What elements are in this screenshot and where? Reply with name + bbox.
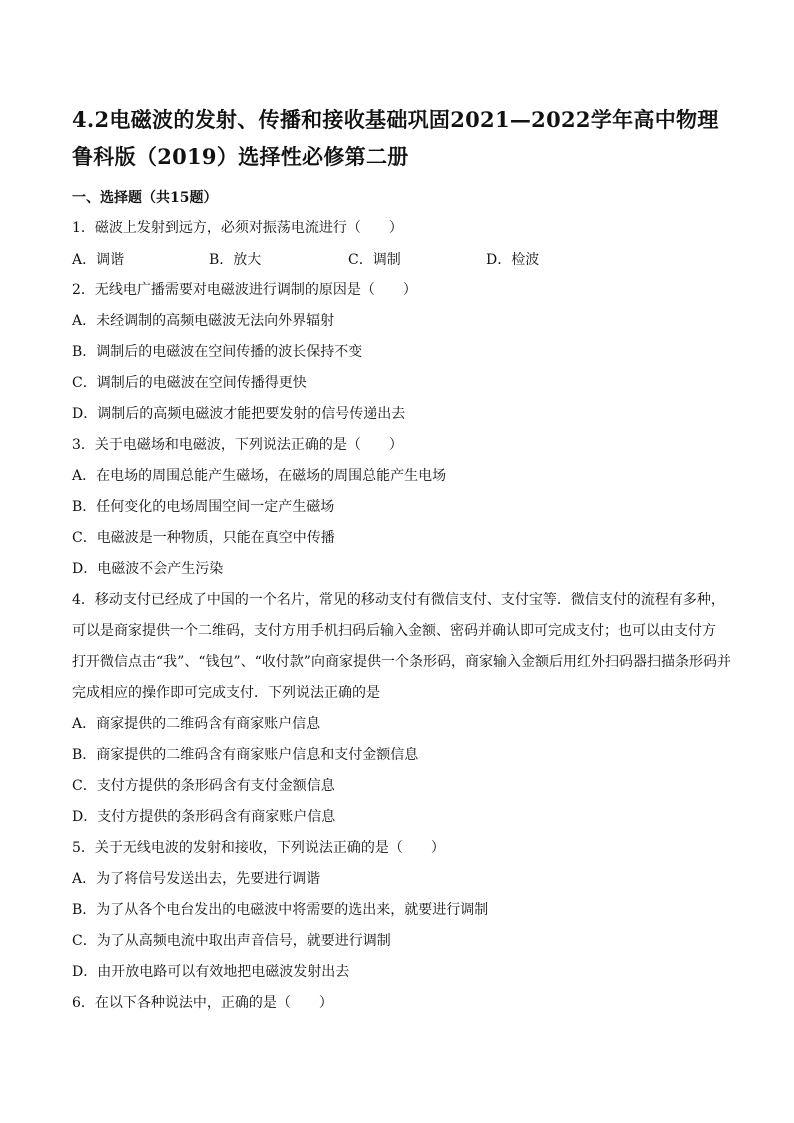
question-1-option-d: D．检波 (486, 252, 540, 268)
question-4-option-c: C．支付方提供的条形码含有支付金额信息 (72, 778, 335, 794)
question-4-option-d: D．支付方提供的条形码含有商家账户信息 (72, 809, 336, 825)
question-4-option-a: A．商家提供的二维码含有商家账户信息 (72, 716, 321, 732)
question-1-option-a: A．调谐 (72, 252, 125, 268)
section-heading: 一、选择题（共15题） (72, 190, 218, 206)
question-4-stem-line-3: 打开微信点击“我”、“钱包”、“收付款”向商家提供一个条形码，商家输入金额后用红外扫码器扫描条形码并 (72, 654, 731, 670)
question-4-stem-line-1: 4．移动支付已经成了中国的一个名片，常见的移动支付有微信支付、支付宝等．微信支付的流程有多种， (72, 592, 725, 608)
question-1-option-b: B．放大 (209, 252, 262, 268)
question-2-option-b: B．调制后的电磁波在空间传播的波长保持不变 (72, 344, 363, 360)
question-5-option-a: A．为了将信号发送出去，先要进行调谐 (72, 871, 321, 887)
question-6-stem: 6．在以下各种说法中，正确的是（ ） (72, 995, 333, 1011)
question-1-stem: 1．磁波上发射到远方，必须对振荡电流进行（ ） (72, 220, 403, 236)
question-4-stem-line-2: 可以是商家提供一个二维码，支付方用手机扫码后输入金额、密码并确认即可完成支付；也可以由支付方 (72, 623, 716, 639)
question-5-option-c: C．为了从高频电流中取出声音信号，就要进行调制 (72, 933, 391, 949)
question-3-option-a: A．在电场的周围总能产生磁场，在磁场的周围总能产生电场 (72, 468, 447, 484)
question-2-stem: 2．无线电广播需要对电磁波进行调制的原因是（ ） (72, 282, 417, 298)
question-2-option-d: D．调制后的高频电磁波才能把要发射的信号传递出去 (72, 406, 406, 422)
question-4-option-b: B．商家提供的二维码含有商家账户信息和支付金额信息 (72, 747, 419, 763)
question-2-option-a: A．未经调制的高频电磁波无法向外界辐射 (72, 313, 335, 329)
question-3-stem: 3．关于电磁场和电磁波，下列说法正确的是（ ） (72, 437, 403, 453)
question-3-option-c: C．电磁波是一种物质，只能在真空中传播 (72, 530, 335, 546)
question-1-option-c: C．调制 (348, 252, 401, 268)
question-1-options (72, 249, 712, 269)
question-2-option-c: C．调制后的电磁波在空间传播得更快 (72, 375, 307, 391)
document-title: 4.2电磁波的发射、传播和接收基础巩固2021—2022学年高中物理鲁科版（2019）选择性必修第二册 (72, 107, 719, 169)
question-3-option-b: B．任何变化的电场周围空间一定产生磁场 (72, 499, 335, 515)
question-4-stem-line-4: 完成相应的操作即可完成支付．下列说法正确的是 (72, 685, 380, 701)
question-5-stem: 5．关于无线电波的发射和接收，下列说法正确的是（ ） (72, 840, 445, 856)
question-5-option-d: D．由开放电路可以有效地把电磁波发射出去 (72, 964, 350, 980)
question-5-option-b: B．为了从各个电台发出的电磁波中将需要的选出来，就要进行调制 (72, 902, 489, 918)
question-3-option-d: D．电磁波不会产生污染 (72, 561, 224, 577)
